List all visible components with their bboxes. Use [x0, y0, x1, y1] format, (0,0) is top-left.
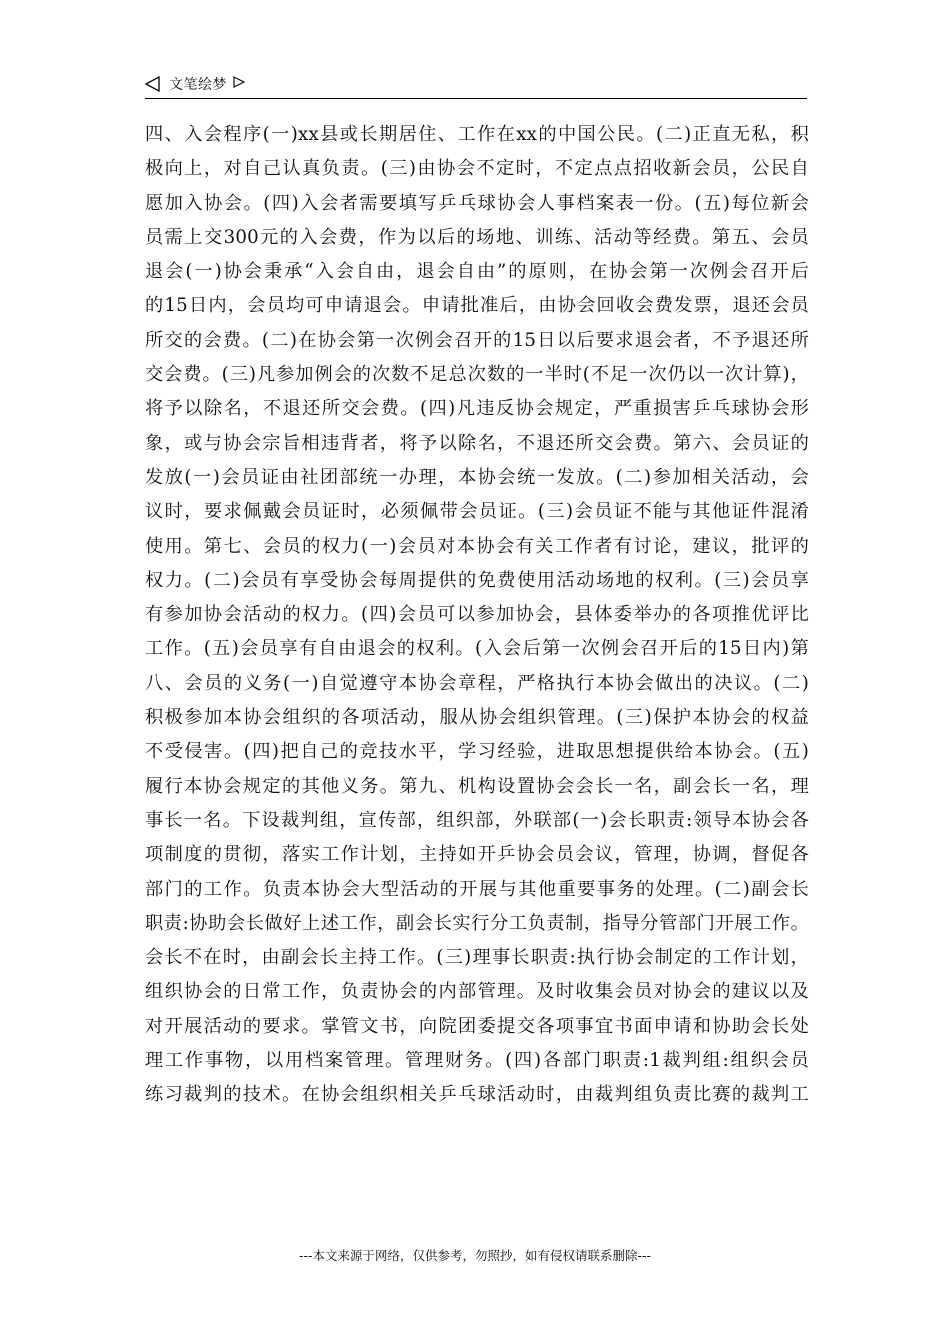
- body-line: 象，或与协会宗旨相违背者，将予以除名，不退还所交会费。第六、会员证的: [145, 432, 809, 454]
- body-line: 四、入会程序(一)xx县或长期居住、工作在xx的中国公民。(二)正直无私，积: [145, 124, 809, 145]
- body-line: 发放(一)会员证由社团部统一办理，本协会统一发放。(二)参加相关活动，会: [145, 466, 809, 488]
- body-line: 职责:协助会长做好上述工作，副会长实行分工负责制，指导分管部门开展工作。: [145, 912, 809, 934]
- triangle-right-icon: [233, 76, 245, 88]
- triangle-left-icon: [145, 76, 161, 92]
- body-line: 部门的工作。负责本协会大型活动的开展与其他重要事务的处理。(二)副会长: [145, 878, 809, 900]
- page-footer-disclaimer: ---本文来源于网络，仅供参考，勿照抄，如有侵权请联系删除---: [298, 1248, 652, 1263]
- body-line: 事长一名。下设裁判组，宣传部，组织部，外联部(一)会长职责:领导本协会各: [145, 809, 809, 831]
- body-line: 对开展活动的要求。掌管文书，向院团委提交各项事宜书面申请和协助会长处: [145, 1015, 809, 1037]
- header-brand: 文笔绘梦: [169, 77, 227, 93]
- body-line: 愿加入协会。(四)入会者需要填写乒乓球协会人事档案表一份。(五)每位新会: [145, 192, 809, 214]
- body-line: 不受侵害。(四)把自己的竞技水平，学习经验，进取思想提供给本协会。(五): [145, 741, 809, 763]
- body-line: 使用。第七、会员的权力(一)会员对本协会有关工作者有讨论，建议，批评的: [145, 535, 809, 557]
- body-line: 积极参加本协会组织的各项活动，服从协会组织管理。(三)保护本协会的权益: [145, 707, 809, 729]
- body-line: 有参加协会活动的权力。(四)会员可以参加协会，县体委举办的各项推优评比: [145, 604, 809, 626]
- body-line: 履行本协会规定的其他义务。第九、机构设置协会会长一名，副会长一名，理: [145, 775, 809, 797]
- body-line: 八、会员的义务(一)自觉遵守本协会章程，严格执行本协会做出的决议。(二): [145, 672, 809, 694]
- body-line: 工作。(五)会员享有自由退会的权利。(入会后第一次例会召开后的15日内)第: [145, 638, 809, 660]
- body-line: 组织协会的日常工作，负责协会的内部管理。及时收集会员对协会的建议以及: [145, 981, 809, 1003]
- body-line: 交会费。(三)凡参加例会的次数不足总次数的一半时(不足一次仍以一次计算)，: [145, 364, 809, 386]
- document-body: [145, 118, 809, 1113]
- body-line: 将予以除名，不退还所交会费。(四)凡违反协会规定，严重损害乒乓球协会形: [145, 398, 809, 420]
- body-line: 极向上，对自己认真负责。(三)由协会不定时，不定点点招收新会员，公民自: [145, 158, 809, 180]
- body-line: 练习裁判的技术。在协会组织相关乒乓球活动时，由裁判组负责比赛的裁判工: [145, 1084, 809, 1106]
- body-line: 项制度的贯彻，落实工作计划，主持如开乒协会员会议，管理，协调，督促各: [145, 844, 809, 866]
- body-line: 权力。(二)会员有享受协会每周提供的免费使用活动场地的权利。(三)会员享: [145, 569, 809, 591]
- body-line: 所交的会费。(二)在协会第一次例会召开的15日以后要求退会者，不予退还所: [145, 329, 809, 351]
- body-line: 退会(一)协会秉承“入会自由，退会自由”的原则，在协会第一次例会召开后: [145, 261, 809, 283]
- body-line: 议时，要求佩戴会员证时，必须佩带会员证。(三)会员证不能与其他证件混淆: [145, 501, 809, 523]
- body-line: 的15日内，会员均可申请退会。申请批准后，由协会回收会费发票，退还会员: [145, 295, 809, 317]
- body-line: 理工作事物，以用档案管理。管理财务。(四)各部门职责:1裁判组:组织会员: [145, 1050, 809, 1072]
- body-line: 员需上交300元的入会费，作为以后的场地、训练、活动等经费。第五、会员: [145, 226, 809, 248]
- page-header: [145, 72, 807, 99]
- body-line: 会长不在时，由副会长主持工作。(三)理事长职责:执行协会制定的工作计划，: [145, 947, 809, 969]
